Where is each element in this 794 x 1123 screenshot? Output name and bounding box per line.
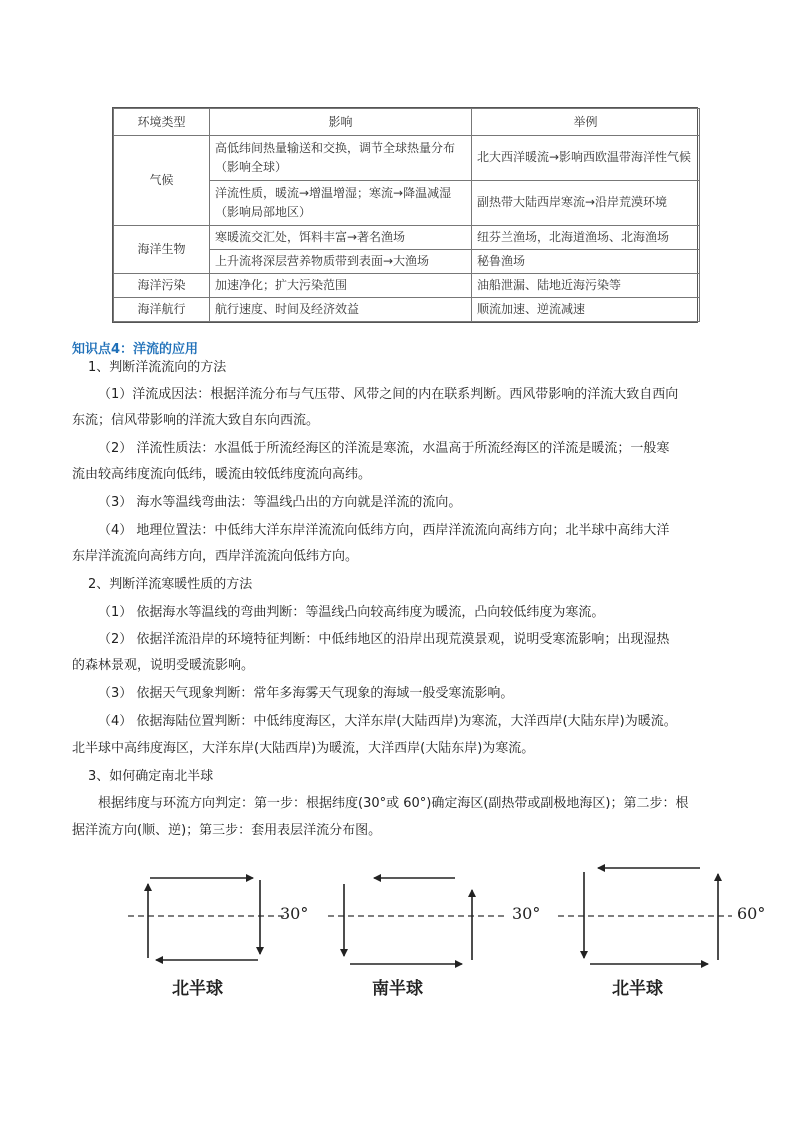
paragraph-line: （1） 依据海水等温线的弯曲判断：等温线凸向较高纬度为暖流，凸向较低纬度为寒流。 (98, 605, 605, 620)
paragraph-line: 据洋流方向(顺、逆)；第三步：套用表层洋流分布图。 (72, 823, 382, 838)
effect-cell: 寒暖流交汇处，饵料丰富→著名渔场 (210, 225, 472, 249)
effect-cell: 高低纬间热量输送和交换，调节全球热量分布（影响全球） (210, 136, 472, 181)
paragraph-line: 的森林景观，说明受暖流影响。 (72, 658, 255, 673)
paragraph-line: 东岸洋流流向高纬方向，西岸洋流流向低纬方向。 (72, 549, 359, 564)
latitude-label: 30° (280, 904, 309, 923)
paragraph-line: （1）洋流成因法：根据洋流分布与气压带、风带之间的内在联系判断。西风带影响的洋流大致自西向 (98, 387, 679, 402)
table-row (114, 136, 700, 181)
header-effect: 影响 (210, 109, 472, 136)
effect-cell: 上升流将深层营养物质带到表面→大渔场 (210, 249, 472, 273)
diagram-caption: 北半球 (612, 979, 663, 999)
header-example: 举例 (472, 109, 700, 136)
latitude-label: 60° (737, 904, 766, 923)
table-row (114, 225, 700, 249)
diagram-south-30 (328, 878, 508, 964)
diagram-north-30 (128, 878, 288, 960)
header-type: 环境类型 (114, 109, 210, 136)
example-cell: 秘鲁渔场 (472, 249, 700, 273)
environment-impact-table (112, 107, 698, 323)
type-pollution: 海洋污染 (114, 273, 210, 297)
paragraph-line: （2） 洋流性质法：水温低于所流经海区的洋流是寒流，水温高于所流经海区的洋流是暖流；一般寒 (98, 441, 670, 456)
subsection-title: 1、判断洋流流向的方法 (88, 360, 227, 375)
diagram-caption: 北半球 (172, 979, 223, 999)
type-climate: 气候 (114, 136, 210, 226)
table-row (114, 273, 700, 297)
paragraph-line: 流由较高纬度流向低纬，暖流由较低纬度流向高纬。 (72, 467, 372, 482)
paragraph-line: （4） 地理位置法：中低纬大洋东岸洋流流向低纬方向，西岸洋流流向高纬方向；北半球中高纬大洋 (98, 523, 670, 538)
example-cell: 油船泄漏、陆地近海污染等 (472, 273, 700, 297)
paragraph-line: （2） 依据洋流沿岸的环境特征判断：中低纬地区的沿岸出现荒漠景观，说明受寒流影响；出现湿热 (98, 632, 670, 647)
example-cell: 顺流加速、逆流减速 (472, 297, 700, 321)
paragraph-line: （3） 依据天气现象判断：常年多海雾天气现象的海域一般受寒流影响。 (98, 686, 514, 701)
example-cell: 副热带大陆西岸寒流→沿岸荒漠环境 (472, 180, 700, 225)
diagram-caption: 南半球 (372, 979, 423, 999)
paragraph-line: （3） 海水等温线弯曲法：等温线凸出的方向就是洋流的流向。 (98, 495, 462, 510)
effect-cell: 加速净化；扩大污染范围 (210, 273, 472, 297)
paragraph-line: 根据纬度与环流方向判定：第一步：根据纬度(30°或 60°)确定海区(副热带或副极地海区)；第二步：根 (98, 796, 689, 811)
paragraph-line: 北半球中高纬度海区，大洋东岸(大陆西岸)为暖流，大洋西岸(大陆东岸)为寒流。 (72, 741, 535, 756)
section-heading: 知识点4：洋流的应用 (72, 342, 199, 357)
effect-cell: 航行速度、时间及经济效益 (210, 297, 472, 321)
type-shipping: 海洋航行 (114, 297, 210, 321)
paragraph-line: 东流；信风带影响的洋流大致自东向西流。 (72, 413, 320, 428)
subsection-title: 2、判断洋流寒暖性质的方法 (88, 577, 253, 592)
paragraph-line: （4） 依据海陆位置判断：中低纬度海区，大洋东岸(大陆西岸)为寒流，大洋西岸(大陆东岸)为暖流。 (98, 714, 677, 729)
diagram-north-60 (558, 868, 732, 964)
current-circulation-diagram (110, 860, 770, 1010)
type-marine-life: 海洋生物 (114, 225, 210, 273)
table-header-row (114, 109, 700, 136)
subsection-title: 3、如何确定南北半球 (88, 769, 214, 784)
example-cell: 北大西洋暖流→影响西欧温带海洋性气候 (472, 136, 700, 181)
example-cell: 纽芬兰渔场，北海道渔场、北海渔场 (472, 225, 700, 249)
effect-cell: 洋流性质，暖流→增温增湿；寒流→降温减湿（影响局部地区） (210, 180, 472, 225)
table-row (114, 297, 700, 321)
latitude-label: 30° (512, 904, 541, 923)
